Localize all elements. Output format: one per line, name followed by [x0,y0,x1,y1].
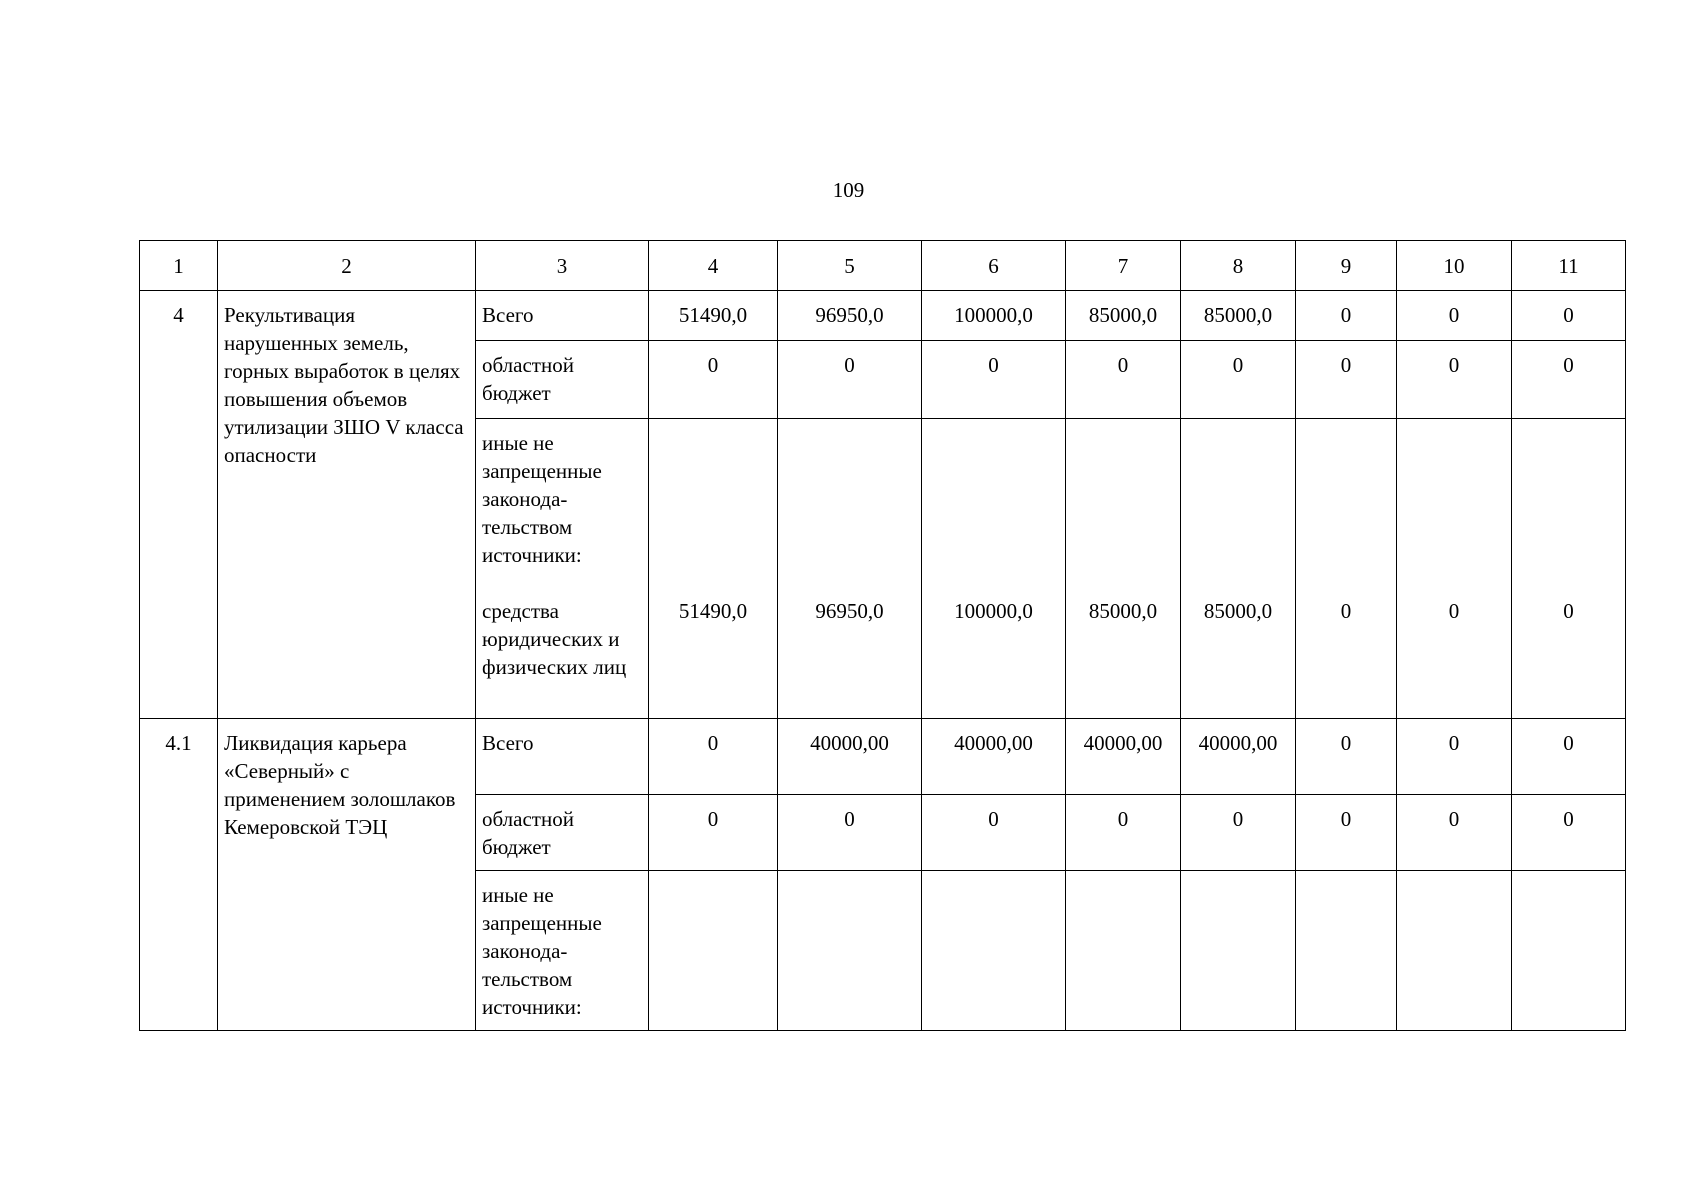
value-cell: 85000,0 [1181,419,1296,719]
value-cell [1397,871,1512,1031]
value-cell: 0 [1181,795,1296,871]
value-cell: 0 [1066,341,1181,419]
value-cell [1512,871,1626,1031]
source-label: областной бюджет [476,795,649,871]
header-row [140,241,1626,291]
column-header: 4 [649,241,778,291]
column-header: 10 [1397,241,1512,291]
value-cell: 0 [649,341,778,419]
column-header: 11 [1512,241,1626,291]
value-cell: 85000,0 [1066,291,1181,341]
item-title: Ликвидация карьера «Северный» с применением золошлаков Кемеровской ТЭЦ [218,719,476,1031]
value-cell [778,871,922,1031]
value-cell: 85000,0 [1066,419,1181,719]
value-cell: 96950,0 [778,291,922,341]
value-cell: 0 [922,795,1066,871]
column-header: 1 [140,241,218,291]
value-cell: 0 [1296,291,1397,341]
source-label: областной бюджет [476,341,649,419]
value-cell: 0 [649,719,778,795]
value-cell [922,871,1066,1031]
column-header: 3 [476,241,649,291]
value-cell: 0 [1512,795,1626,871]
funding-table [139,240,1626,1031]
table-row [140,291,1626,341]
column-header: 5 [778,241,922,291]
value-cell: 0 [1512,419,1626,719]
value-cell: 96950,0 [778,419,922,719]
value-cell: 51490,0 [649,419,778,719]
value-cell: 0 [922,341,1066,419]
legal-entities-label: средства юридических и физических лиц [482,599,627,679]
source-label: Всего [476,719,649,795]
column-header: 2 [218,241,476,291]
value-cell: 0 [1397,795,1512,871]
value-cell [649,871,778,1031]
value-cell [1066,871,1181,1031]
value-cell: 0 [1512,341,1626,419]
value-cell: 0 [1181,341,1296,419]
value-cell: 100000,0 [922,419,1066,719]
value-cell: 0 [1397,419,1512,719]
column-header: 6 [922,241,1066,291]
column-header: 8 [1181,241,1296,291]
value-cell: 0 [778,341,922,419]
value-cell: 85000,0 [1181,291,1296,341]
value-cell: 0 [1512,719,1626,795]
value-cell: 0 [1296,419,1397,719]
page-number: 109 [832,178,865,202]
value-cell: 0 [1397,291,1512,341]
item-number: 4 [140,291,218,719]
column-header: 9 [1296,241,1397,291]
value-cell: 0 [778,795,922,871]
value-cell: 0 [649,795,778,871]
value-cell: 0 [1512,291,1626,341]
item-title: Рекультивация нарушенных земель, горных выработок в целях повышения объемов утилизации ЗШО V класса опасности [218,291,476,719]
item-number: 4.1 [140,719,218,1031]
source-label: Всего [476,291,649,341]
value-cell: 0 [1296,795,1397,871]
value-cell: 0 [1066,795,1181,871]
column-header: 7 [1066,241,1181,291]
value-cell: 0 [1296,719,1397,795]
value-cell: 40000,00 [1066,719,1181,795]
other-sources-label: иные не запрещенные законода-тельством источники: [482,431,602,567]
value-cell: 0 [1397,719,1512,795]
value-cell: 40000,00 [1181,719,1296,795]
value-cell [1181,871,1296,1031]
value-cell: 0 [1397,341,1512,419]
value-cell [1296,871,1397,1031]
value-cell: 51490,0 [649,291,778,341]
value-cell: 0 [1296,341,1397,419]
value-cell: 40000,00 [922,719,1066,795]
source-label [476,419,649,719]
value-cell: 100000,0 [922,291,1066,341]
source-label: иные не запрещенные законода-тельством источники: [476,871,649,1031]
value-cell: 40000,00 [778,719,922,795]
table-row [140,719,1626,795]
